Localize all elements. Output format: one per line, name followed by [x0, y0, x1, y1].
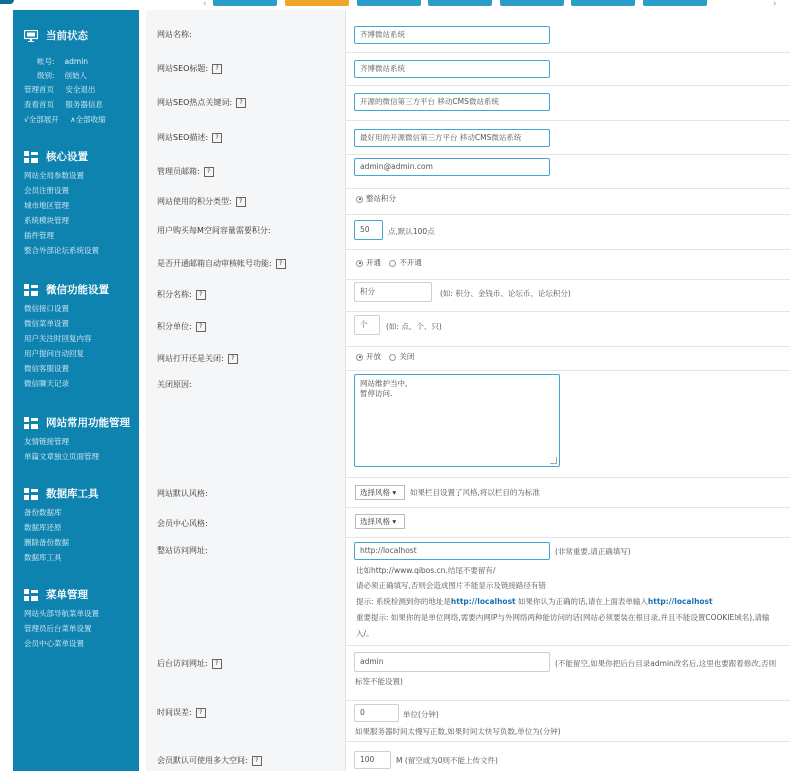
field-label	[157, 196, 246, 207]
field-label	[157, 658, 222, 669]
form-row-time-diff	[146, 700, 790, 742]
site-open-radios	[356, 351, 414, 362]
credit-name-note: (如: 积分、金钱币、论坛币、论坛积分)	[440, 289, 571, 298]
sidebar-link-row	[24, 85, 95, 95]
top-tab-3[interactable]	[357, 0, 421, 6]
field-label-text: 网站SEO描述:	[157, 133, 209, 142]
field-label-text: 网站使用的积分类型:	[157, 197, 232, 206]
form-row-seo-title	[146, 52, 790, 86]
hint-text: 提示: 系统检测到你的地址是	[356, 597, 451, 606]
field-label: 整站访问网址:	[157, 546, 208, 555]
site-url-hint: 请必须正确填写,否则会造成图片不能显示及链接路径有错	[356, 581, 546, 590]
top-tab-1[interactable]	[213, 0, 277, 6]
sidebar-item-wechat-api[interactable]: 微信接口设置	[24, 304, 69, 313]
default-style-note: 如果栏目设置了风格,将以栏目的为标准	[410, 488, 540, 497]
radio-label: 开放	[366, 352, 381, 361]
credit-type-radio[interactable]	[356, 193, 396, 204]
sidebar-item-admin-menu[interactable]: 管理员后台菜单设置	[24, 624, 92, 633]
radio-label: 开通	[366, 258, 381, 267]
row-label-cell	[146, 85, 346, 120]
grid-icon	[24, 417, 38, 429]
radio-off[interactable]	[389, 258, 422, 267]
form-row-credit-type	[146, 188, 790, 215]
sidebar-section-title: 网站常用功能管理	[46, 417, 130, 429]
scroll-right-icon[interactable]: ›	[773, 0, 777, 9]
help-icon[interactable]: ?	[276, 259, 286, 269]
help-icon[interactable]: ?	[196, 322, 206, 332]
sidebar-section-title: 核心设置	[46, 151, 88, 163]
help-icon[interactable]: ?	[212, 133, 222, 143]
field-label	[157, 132, 222, 143]
form-row-member-style	[146, 507, 790, 538]
field-label-text: 管理员邮箱:	[157, 167, 200, 176]
admin-path-note: 标签不能设置)	[355, 677, 403, 686]
time-diff-note: 如果服务器时间太慢写正数,如果时间太快写负数,单位为(分钟)	[355, 727, 561, 736]
credit-unit-note: (如: 点、个、只)	[386, 322, 442, 331]
credit-unit-input[interactable]: 个	[354, 315, 380, 335]
row-label-cell	[146, 477, 346, 507]
detected-url: http://localhost	[450, 597, 516, 606]
sidebar-item-follow-reply[interactable]: 用户关注时回复内容	[24, 334, 92, 343]
row-label-cell	[146, 120, 346, 154]
sidebar-item-delete-backup[interactable]: 删除备份数据	[24, 538, 69, 547]
field-label-text: 网站SEO热点关键词:	[157, 98, 233, 107]
sidebar-item-friend-links[interactable]: 友情链接管理	[24, 437, 69, 446]
link-expand-all[interactable]: √全部展开	[24, 115, 59, 124]
email-verify-radios	[356, 257, 422, 268]
seo-desc-input[interactable]: 最好用的开源微信第三方平台 移动CMS微站系统	[354, 129, 550, 147]
sidebar-section-core[interactable]	[24, 149, 88, 164]
resize-handle-icon[interactable]	[550, 457, 557, 464]
sidebar-item-backup[interactable]: 备份数据库	[24, 508, 62, 517]
admin-email-input[interactable]: admin@admin.com	[354, 158, 550, 176]
form-row-admin-email	[146, 154, 790, 189]
field-label: 用户购买每M空间容量需要积分:	[157, 226, 271, 235]
sidebar-item-header-menu[interactable]: 网站头部导航菜单设置	[24, 609, 99, 618]
radio-label: 关闭	[399, 352, 415, 361]
top-tab-5[interactable]	[500, 0, 564, 6]
form-row-seo-desc	[146, 120, 790, 155]
scroll-left-icon[interactable]: ‹	[203, 0, 207, 9]
textarea-line: 暂停访问.	[360, 389, 393, 398]
sidebar-item-area-manage[interactable]: 城市地区管理	[24, 201, 69, 210]
detected-url: http://localhost	[647, 597, 713, 606]
sidebar-item-register-settings[interactable]: 会员注册设置	[24, 186, 69, 195]
buy-space-note: 点,默认100点	[388, 227, 435, 236]
field-label: 网站默认风格:	[157, 489, 208, 498]
link-view-home[interactable]: 查看首页	[24, 100, 54, 109]
row-label-cell	[146, 214, 346, 249]
grid-icon	[24, 151, 38, 163]
logo-mark	[0, 0, 14, 4]
help-icon[interactable]: ?	[236, 98, 246, 108]
top-nav-strip	[0, 0, 790, 9]
sidebar-item-global-settings[interactable]: 网站全局参数设置	[24, 171, 84, 180]
row-label-cell	[146, 700, 346, 741]
credit-name-input[interactable]: 积分	[354, 282, 432, 302]
radio-selected-icon	[356, 354, 363, 361]
level-row	[37, 71, 87, 81]
sidebar-section-title: 当前状态	[46, 30, 88, 42]
top-tab-2[interactable]	[285, 0, 349, 6]
account-value: admin	[64, 57, 89, 66]
form-row-site-url	[146, 537, 790, 646]
field-label	[157, 353, 238, 364]
sidebar-section-wechat[interactable]	[24, 282, 109, 297]
help-icon[interactable]: ?	[228, 354, 238, 364]
row-label-cell	[146, 249, 346, 279]
top-tab-6[interactable]	[571, 0, 635, 6]
site-url-note: (非常重要,请正确填写)	[555, 547, 631, 556]
row-label-cell	[146, 370, 346, 477]
field-label-text: 积分单位:	[157, 322, 192, 331]
row-label-cell	[146, 52, 346, 85]
sidebar-item-db-tools[interactable]: 数据库工具	[24, 553, 62, 562]
default-style-select[interactable]	[355, 485, 405, 500]
row-label-cell	[146, 279, 346, 311]
select-value: 选择风格	[360, 488, 390, 497]
row-label-cell	[146, 741, 346, 771]
sidebar-item-restore[interactable]: 数据库还原	[24, 523, 62, 532]
form-row-member-space	[146, 741, 790, 771]
field-label	[157, 63, 222, 74]
member-space-note: M (留空或为0则不能上传文件)	[396, 756, 498, 765]
radio-label: 整站积分	[366, 194, 396, 203]
site-url-important-hint: 重要提示: 如果你的是单位网络,需要内网IP与外网络两种能访问的话(网站必须要装在根目录,并且不能设置COOKIE域名),请输	[356, 613, 770, 622]
help-icon[interactable]: ?	[212, 659, 222, 669]
field-label	[157, 258, 286, 269]
form-row-site-open	[146, 346, 790, 371]
help-icon[interactable]: ?	[212, 64, 222, 74]
link-collapse-all[interactable]: ∧全部收缩	[70, 115, 106, 124]
form-row-close-reason	[146, 370, 790, 478]
sidebar-item-single-page[interactable]: 单篇文章独立页面管理	[24, 452, 99, 461]
seo-keywords-input[interactable]: 开源的微信第三方平台 移动CMS微站系统	[354, 93, 550, 111]
form-row-buy-space	[146, 214, 790, 250]
sidebar-section-status[interactable]	[24, 28, 88, 43]
row-label-cell	[146, 311, 346, 346]
link-admin-home[interactable]: 管理首页	[24, 85, 54, 94]
radio-icon	[389, 260, 396, 267]
sidebar-link-row	[24, 115, 106, 125]
chevron-down-icon: ▾	[392, 488, 397, 497]
form-row-email-verify	[146, 249, 790, 280]
grid-icon	[24, 488, 38, 500]
account-row	[37, 57, 88, 67]
level-label: 级别:	[37, 71, 55, 80]
link-server-info[interactable]: 服务器信息	[65, 100, 103, 109]
help-icon[interactable]: ?	[204, 167, 214, 177]
field-label	[157, 289, 206, 300]
level-value: 创始人	[64, 71, 88, 80]
field-label-text: 时间误差:	[157, 708, 192, 717]
grid-icon	[24, 284, 38, 296]
radio-selected-icon	[356, 196, 363, 203]
row-label-cell	[146, 154, 346, 188]
admin-path-note: (不能留空,如果你把后台目录admin改名后,这里也要跟着修改,否则	[555, 659, 777, 668]
row-label-cell	[146, 645, 346, 700]
field-label: 关闭原因:	[157, 380, 192, 389]
field-label	[157, 321, 206, 332]
account-label: 帐号:	[37, 57, 55, 66]
sidebar-item-module-manage[interactable]: 系统模块管理	[24, 216, 69, 225]
sidebar	[13, 10, 139, 771]
help-icon[interactable]: ?	[196, 708, 206, 718]
sidebar-item-chat-log[interactable]: 微信聊天记录	[24, 379, 69, 388]
sidebar-section-title: 微信功能设置	[46, 284, 109, 296]
member-style-select[interactable]	[355, 514, 405, 529]
site-url-important-hint: 入/。	[356, 629, 374, 638]
radio-on[interactable]	[356, 258, 381, 267]
sidebar-item-wechat-service[interactable]: 微信客服设置	[24, 364, 69, 373]
field-label	[157, 166, 214, 177]
textarea-line: 网站维护当中,	[360, 379, 408, 388]
help-icon[interactable]: ?	[236, 197, 246, 207]
time-diff-input[interactable]: 0	[354, 704, 399, 722]
sidebar-section-menu[interactable]	[24, 587, 88, 602]
field-label: 会员中心风格:	[157, 519, 208, 528]
field-label-text: 网站打开还是关闭:	[157, 354, 224, 363]
sidebar-item-wechat-menu[interactable]: 微信菜单设置	[24, 319, 69, 328]
field-label-text: 后台访问网址:	[157, 659, 208, 668]
monitor-icon	[24, 30, 38, 42]
sidebar-section-common[interactable]	[24, 415, 130, 430]
field-label-text: 会员默认可使用多大空间:	[157, 756, 248, 765]
top-tab-4[interactable]	[428, 0, 492, 6]
select-value: 选择风格	[360, 517, 390, 526]
field-label-text: 是否开通邮箱自动审核帐号功能:	[157, 259, 272, 268]
site-url-detect-hint	[356, 596, 713, 607]
site-url-input[interactable]: http://localhost	[354, 542, 550, 560]
radio-label: 不开通	[399, 258, 422, 267]
site-name-input[interactable]: 齐博微站系统	[354, 26, 550, 44]
seo-title-input[interactable]: 齐博微站系统	[354, 60, 550, 78]
field-label-text: 积分名称:	[157, 290, 192, 299]
row-label-cell	[146, 10, 346, 52]
row-label-cell	[146, 507, 346, 537]
grid-icon	[24, 589, 38, 601]
top-tab-7[interactable]	[643, 0, 707, 6]
sidebar-section-title: 菜单管理	[46, 589, 88, 601]
sidebar-item-member-menu[interactable]: 会员中心菜单设置	[24, 639, 84, 648]
chevron-down-icon: ▾	[392, 517, 397, 526]
field-label: 网站名称:	[157, 30, 192, 39]
admin-path-input[interactable]: admin	[354, 652, 550, 672]
close-reason-textarea[interactable]	[354, 374, 560, 467]
form-row-credit-unit	[146, 311, 790, 347]
form-row-seo-keywords	[146, 85, 790, 121]
row-label-cell	[146, 188, 346, 214]
help-icon[interactable]: ?	[196, 290, 206, 300]
sidebar-item-auto-reply[interactable]: 用户提问自动回复	[24, 349, 84, 358]
member-space-input[interactable]: 100	[354, 751, 391, 769]
form-row-site-name	[146, 10, 790, 53]
link-logout[interactable]: 安全退出	[65, 85, 96, 94]
hint-text: 如果你认为正确的话,请在上面表单输入	[515, 597, 648, 606]
form-row-credit-name	[146, 279, 790, 312]
buy-space-input[interactable]: 50	[354, 220, 383, 240]
field-label	[157, 707, 206, 718]
field-label-text: 网站SEO标题:	[157, 64, 209, 73]
sidebar-section-title: 数据库工具	[46, 488, 99, 500]
site-url-hint: 比如http://www.qibos.cn.结尾不要留有/	[356, 566, 496, 575]
radio-close[interactable]	[389, 352, 414, 361]
sidebar-section-database[interactable]	[24, 486, 99, 501]
field-label	[157, 755, 262, 766]
radio-open[interactable]	[356, 352, 381, 361]
form-row-default-style	[146, 477, 790, 508]
sidebar-item-plugin-manage[interactable]: 插件管理	[24, 231, 54, 240]
row-label-cell	[146, 346, 346, 370]
time-diff-unit: 单位(分钟)	[403, 710, 439, 719]
help-icon[interactable]: ?	[252, 756, 262, 766]
sidebar-link-row	[24, 100, 103, 110]
form-row-admin-path	[146, 645, 790, 701]
settings-form	[146, 10, 790, 771]
sidebar-item-forum-integration[interactable]: 整合外部论坛系统设置	[24, 246, 99, 255]
radio-selected-icon	[356, 260, 363, 267]
row-label-cell	[146, 537, 346, 645]
field-label	[157, 97, 246, 108]
radio-icon	[389, 354, 396, 361]
